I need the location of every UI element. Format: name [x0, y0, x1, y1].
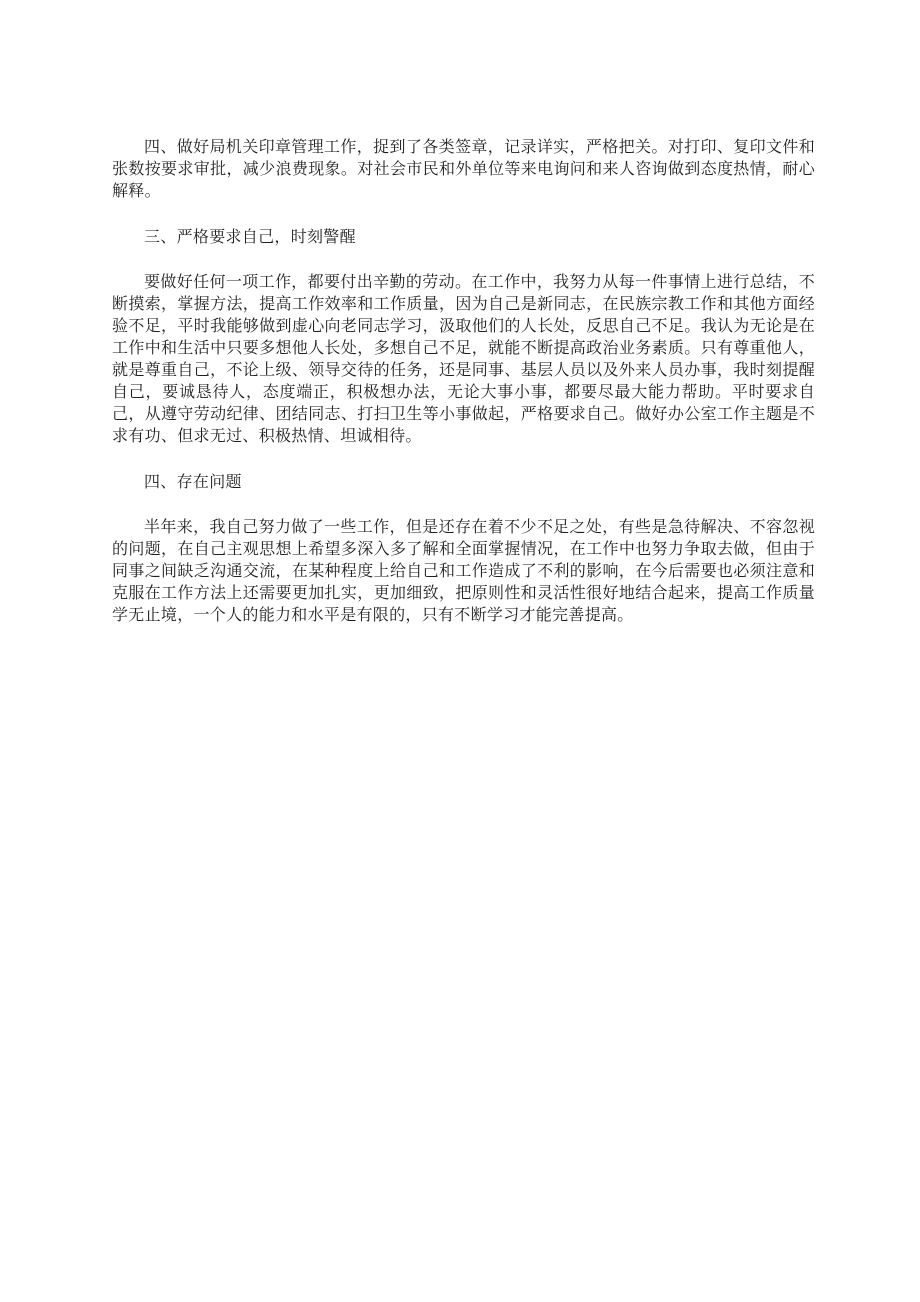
document-body	[112, 136, 815, 626]
section-heading-self-requirements: 三、严格要求自己，时刻警醒	[144, 227, 356, 246]
paragraph-seal-management: 四、做好局机关印章管理工作，捉到了各类签章，记录详实，严格把关。对打印、复印文件和张数按要求审批，减少浪费现象。对社会市民和外单位等来电询问和来人咨询做到态度热情，耐心解释。	[112, 137, 815, 200]
paragraph-existing-problems: 半年来，我自己努力做了一些工作，但是还存在着不少不足之处，有些是急待解决、不容忽视的问题，在自己主观思想上希望多深入多了解和全面掌握情况，在工作中也努力争取去做，但由于同事之间缺乏沟通交流，在某种程度上给自己和工作造成了不利的影响，在今后需要也必须注意和克服在工作方法上还需要更加扎实，更加细致，把原则性和灵活性很好地结合起来，提高工作质量学无止境，一个人的能力和水平是有限的，只有不断学习才能完善提高。	[112, 517, 815, 624]
paragraph-hard-work: 要做好任何一项工作，都要付出辛勤的劳动。在工作中，我努力从每一件事情上进行总结，不断摸索，掌握方法，提高工作效率和工作质量，因为自己是新同志，在民族宗教工作和其他方面经验不足，平时我能够做到虚心向老同志学习，汲取他们的人长处，反思自己不足。我认为无论是在工作中和生活中只要多想他人长处，多想自己不足，就能不断提高政治业务素质。只有尊重他人，就是尊重自己，不论上级、领导交待的任务，还是同事、基层人员以及外来人员办事，我时刻提醒自己，要诚恳待人，态度端正，积极想办法，无论大事小事，都要尽最大能力帮助。平时要求自己，从遵守劳动纪律、团结同志、打扫卫生等小事做起，严格要求自己。做好办公室工作主题是不求有功、但求无过、积极热情、坦诚相待。	[112, 272, 815, 445]
section-heading-problems: 四、存在问题	[144, 472, 242, 491]
